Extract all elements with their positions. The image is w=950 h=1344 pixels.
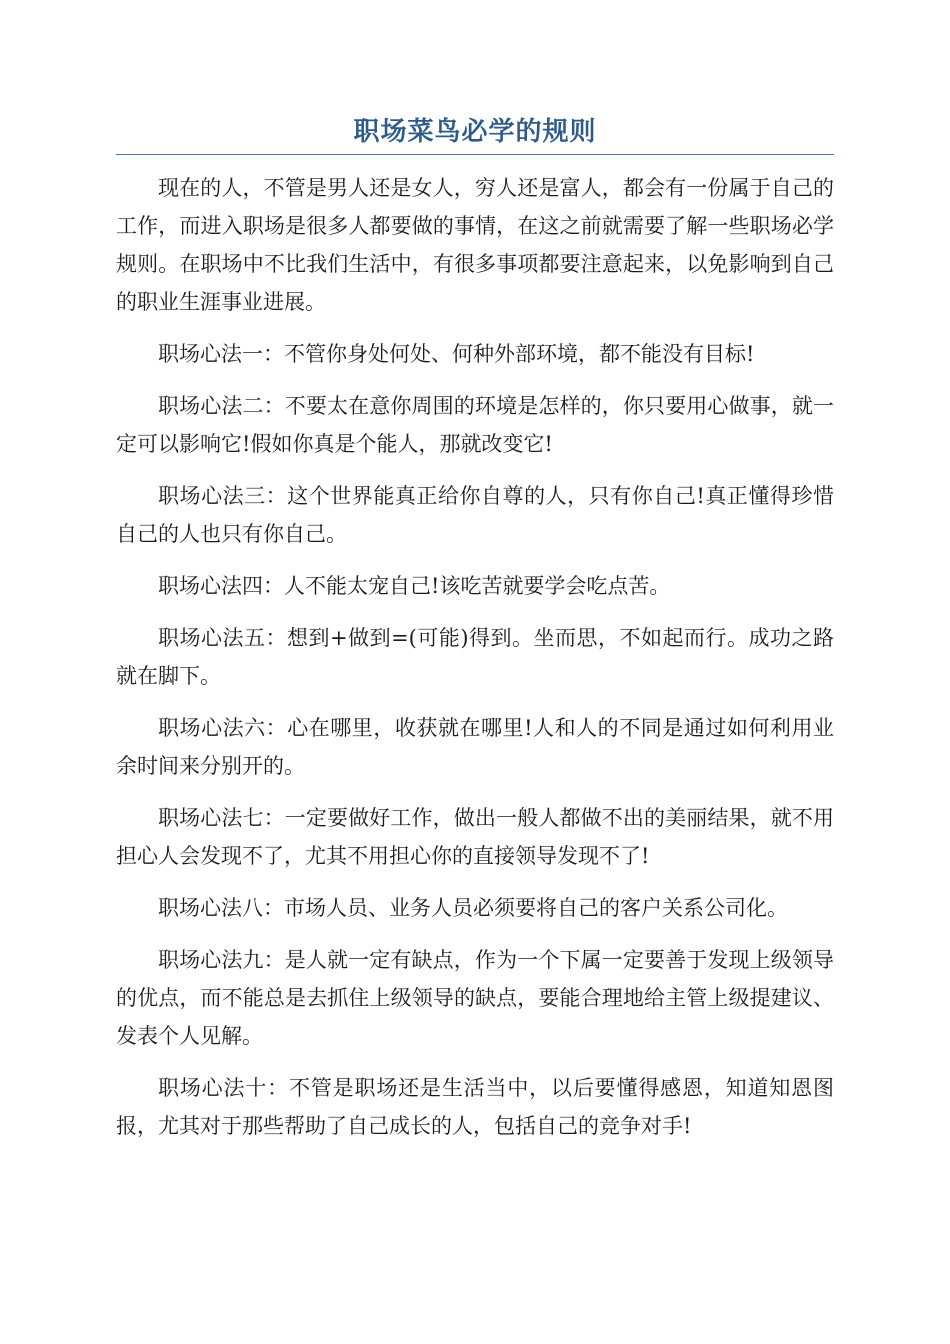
rule-paragraph-10: 职场心法十：不管是职场还是生活当中，以后要懂得感恩，知道知恩图报，尤其对于那些帮助了自己成长的人，包括自己的竞争对手! (116, 1076, 834, 1138)
rule-paragraph-4: 职场心法四：人不能太宠自己!该吃苦就要学会吃点苦。 (158, 574, 671, 598)
rule-paragraph-6: 职场心法六：心在哪里，收获就在哪里!人和人的不同是通过如何利用业余时间来分别开的。 (116, 716, 834, 778)
rule-paragraph-2: 职场心法二：不要太在意你周围的环境是怎样的，你只要用心做事，就一定可以影响它!假如你真是个能人，那就改变它! (116, 394, 834, 456)
intro-paragraph: 现在的人，不管是男人还是女人，穷人还是富人，都会有一份属于自己的工作，而进入职场是很多人都要做的事情，在这之前就需要了解一些职场必学规则。在职场中不比我们生活中，有很多事项都要注意起来，以免影响到自己的职业生涯事业进展。 (116, 176, 834, 314)
rule-paragraph-7: 职场心法七：一定要做好工作，做出一般人都做不出的美丽结果，就不用担心人会发现不了，尤其不用担心你的直接领导发现不了! (116, 806, 834, 868)
title-underline (116, 154, 834, 155)
document-title: 职场菜鸟必学的规则 (353, 117, 597, 147)
rule-paragraph-8: 职场心法八：市场人员、业务人员必须要将自己的客户关系公司化。 (158, 896, 788, 920)
rule-paragraph-3: 职场心法三：这个世界能真正给你自尊的人，只有你自己!真正懂得珍惜自己的人也只有你自己。 (116, 484, 834, 546)
rule-paragraph-5: 职场心法五：想到+做到=(可能)得到。坐而思，不如起而行。成功之路就在脚下。 (116, 626, 834, 688)
rule-paragraph-9: 职场心法九：是人就一定有缺点，作为一个下属一定要善于发现上级领导的优点，而不能总是去抓住上级领导的缺点，要能合理地给主管上级提建议、发表个人见解。 (116, 948, 834, 1048)
document-page (116, 112, 834, 1159)
rule-paragraph-1: 职场心法一：不管你身处何处、何种外部环境，都不能没有目标! (158, 342, 755, 366)
